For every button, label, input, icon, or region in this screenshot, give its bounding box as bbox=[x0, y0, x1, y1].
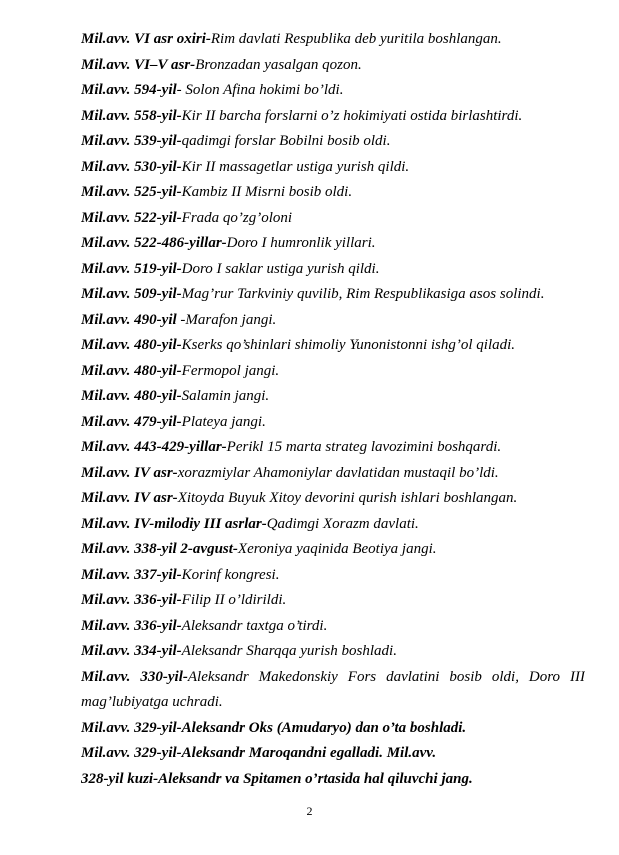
entry-text: Rim davlati Respublika deb yuritila boshlangan. bbox=[210, 31, 502, 47]
entry-date: Mil.avv. IV asr- bbox=[81, 490, 178, 506]
entry-text: Plateya jangi. bbox=[181, 413, 266, 430]
entry-text: - Solon Afina hokimi bo’ldi. bbox=[176, 82, 344, 98]
entry-text: Aleksandr taxtga o’tirdi. bbox=[181, 617, 328, 634]
list-item bbox=[81, 231, 585, 257]
list-item bbox=[81, 639, 585, 665]
entry-date: Mil.avv. 338-yil 2-avgust- bbox=[81, 541, 238, 557]
list-item bbox=[81, 257, 585, 283]
entry-date: Mil.avv. 480-yil- bbox=[81, 388, 182, 404]
list-item bbox=[81, 155, 585, 181]
list-item bbox=[81, 78, 585, 104]
list-item bbox=[81, 359, 585, 385]
entry-date: Mil.avv. 329-yil- bbox=[81, 745, 182, 761]
list-item bbox=[81, 537, 585, 563]
entry-text: Mag’rur Tarkviniy quvilib, Rim Respublikasiga asos solindi. bbox=[181, 286, 545, 302]
entry-date: Mil.avv. VI asr oxiri- bbox=[81, 31, 211, 47]
entry-date: Mil.avv. 330-yil- bbox=[81, 668, 188, 685]
entry-date: Mil.avv. IV asr- bbox=[81, 464, 178, 481]
entry-date: Mil.avv. 336-yil- bbox=[81, 617, 182, 634]
entry-text: qadimgi forslar Bobilni bosib oldi. bbox=[181, 133, 391, 149]
entry-date: Mil.avv. 522-yil- bbox=[81, 209, 182, 226]
list-item bbox=[81, 512, 585, 538]
list-item bbox=[81, 461, 585, 487]
entry-date: Mil.avv. 336-yil- bbox=[81, 592, 182, 608]
entry-text: Salamin jangi. bbox=[181, 388, 270, 404]
entry-text: mag’lubiyatga uchradi. bbox=[81, 694, 223, 710]
entry-date: Mil.avv. 337-yil- bbox=[81, 566, 182, 583]
list-item bbox=[81, 614, 585, 640]
entry-date: Mil.avv. 334-yil- bbox=[81, 643, 182, 659]
entry-text: Filip II o’ldirildi. bbox=[181, 592, 287, 608]
entry-text: Bronzadan yasalgan qozon. bbox=[195, 56, 362, 73]
list-item-continuation bbox=[81, 767, 585, 793]
entry-date: Mil.avv. 443-429-yillar- bbox=[81, 439, 227, 455]
entry-date: Mil.avv. 525-yil- bbox=[81, 184, 182, 200]
list-item bbox=[81, 27, 585, 53]
list-item bbox=[81, 410, 585, 436]
list-item bbox=[81, 206, 585, 232]
entry-date: Mil.avv. 479-yil- bbox=[81, 413, 182, 430]
list-item bbox=[81, 282, 585, 308]
entry-text: Perikl 15 marta strateg lavozimini boshqardi. bbox=[226, 439, 502, 455]
entry-text: Korinf kongresi. bbox=[181, 566, 280, 583]
entry-text: Aleksandr Sharqqa yurish boshladi. bbox=[181, 643, 397, 659]
entry-date: Mil.avv. 480-yil- bbox=[81, 337, 182, 353]
list-item bbox=[81, 333, 585, 359]
entry-text: xorazmiylar Ahamoniylar davlatidan mustaqil bo’ldi. bbox=[177, 464, 499, 481]
list-item bbox=[81, 665, 585, 691]
list-item bbox=[81, 53, 585, 79]
list-item bbox=[81, 716, 585, 742]
entry-date: Mil.avv. 539-yil- bbox=[81, 133, 182, 149]
list-item-continuation bbox=[81, 690, 585, 716]
entry-date: Mil.avv. VI–V asr- bbox=[81, 56, 196, 73]
list-item bbox=[81, 384, 585, 410]
list-item bbox=[81, 563, 585, 589]
entry-date: Mil.avv. 594-yil bbox=[81, 82, 177, 98]
entry-text: 328-yil kuzi-Aleksandr va Spitamen o’rtasida hal qiluvchi jang. bbox=[81, 770, 473, 787]
list-item bbox=[81, 308, 585, 334]
entry-date: Mil.avv. 530-yil- bbox=[81, 158, 182, 175]
list-item bbox=[81, 435, 585, 461]
entry-text: -Marafon jangi. bbox=[180, 311, 277, 328]
entry-date: Mil.avv. 480-yil- bbox=[81, 362, 182, 379]
entry-date: Mil.avv. 522-486-yillar- bbox=[81, 235, 227, 251]
page-number: 2 bbox=[306, 804, 313, 818]
list-item bbox=[81, 129, 585, 155]
entry-text: Fermopol jangi. bbox=[181, 362, 280, 379]
entry-date: Mil.avv. IV-milodiy III asrlar- bbox=[81, 515, 267, 532]
entry-text: Doro I saklar ustiga yurish qildi. bbox=[181, 260, 380, 277]
list-item bbox=[81, 486, 585, 512]
entry-text: Xeroniya yaqinida Beotiya jangi. bbox=[237, 541, 437, 557]
entry-text: Aleksandr Maroqandni egalladi. Mil.avv. bbox=[181, 745, 437, 761]
chronology-list bbox=[81, 27, 585, 792]
entry-text: Aleksandr Makedonskiy Fors davlatini bosib oldi, Doro III bbox=[187, 668, 585, 685]
entry-date: Mil.avv. 558-yil- bbox=[81, 107, 182, 124]
entry-text: Kir II massagetlar ustiga yurish qildi. bbox=[181, 158, 410, 175]
entry-text: Kserks qo’shinlari shimoliy Yunonistonni ishg’ol qiladi. bbox=[181, 337, 516, 353]
entry-text: Aleksandr Oks (Amudaryo) dan o’ta boshladi. bbox=[181, 719, 467, 736]
entry-text: Frada qo’zg’oloni bbox=[181, 209, 293, 226]
entry-text: Qadimgi Xorazm davlati. bbox=[266, 515, 419, 532]
entry-date: Mil.avv. 509-yil- bbox=[81, 286, 182, 302]
entry-date: Mil.avv. 490-yil bbox=[81, 311, 181, 328]
entry-text: Kir II barcha forslarni o’z hokimiyati ostida birlashtirdi. bbox=[181, 107, 523, 124]
entry-date: Mil.avv. 329-yil- bbox=[81, 719, 182, 736]
entry-date: Mil.avv. 519-yil- bbox=[81, 260, 182, 277]
list-item bbox=[81, 104, 585, 130]
list-item bbox=[81, 180, 585, 206]
entry-text: Doro I humronlik yillari. bbox=[226, 235, 376, 251]
list-item bbox=[81, 741, 585, 767]
entry-text: Kambiz II Misrni bosib oldi. bbox=[181, 184, 353, 200]
entry-text: Xitoyda Buyuk Xitoy devorini qurish ishlari boshlangan. bbox=[177, 490, 518, 506]
list-item bbox=[81, 588, 585, 614]
